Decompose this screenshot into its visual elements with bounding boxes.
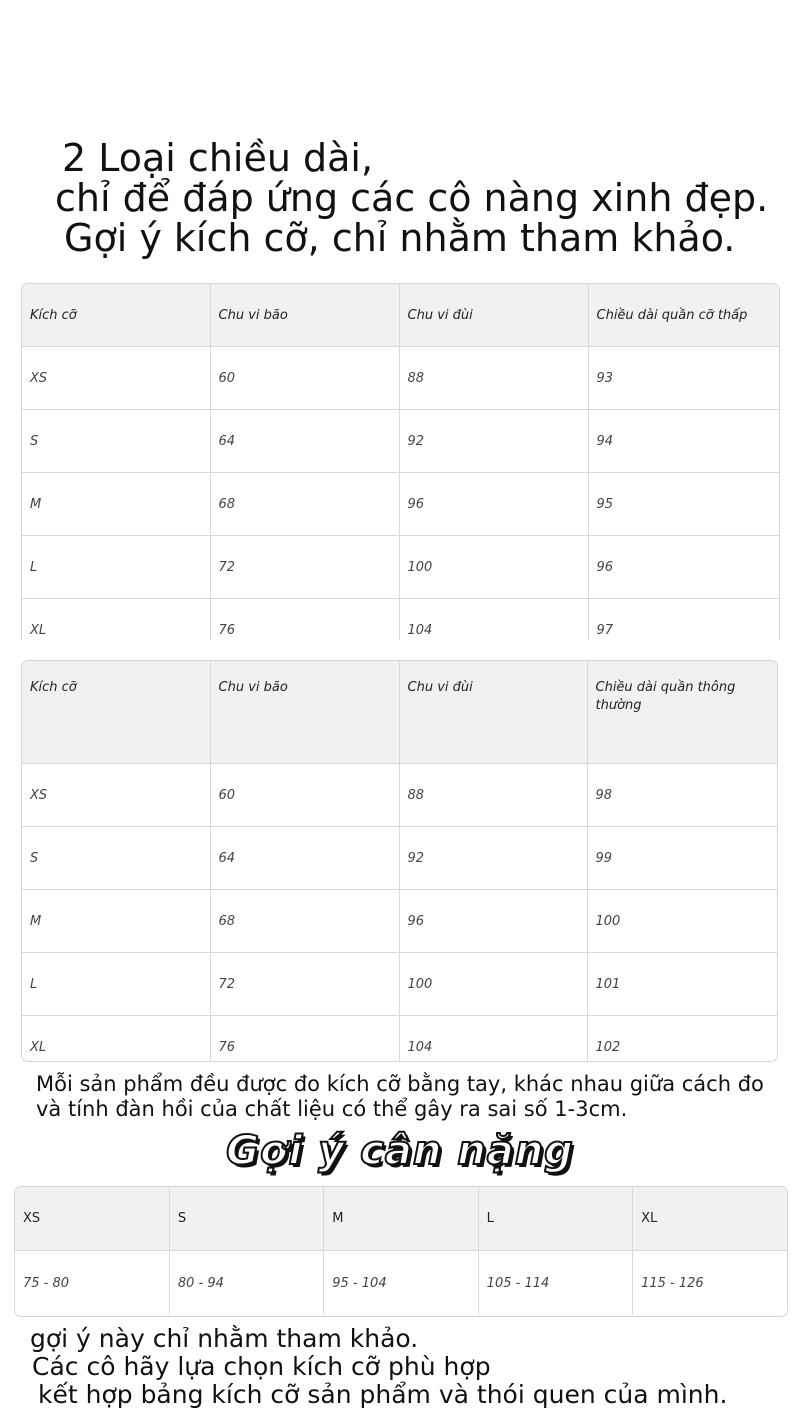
- cell-thigh: 88: [399, 764, 587, 827]
- footer-note: [30, 1325, 790, 1409]
- cell-size: XS: [22, 347, 210, 410]
- cell-size: L: [22, 953, 210, 1016]
- header-waist: Chu vi bão: [210, 284, 399, 347]
- size-table-short-length: [21, 283, 780, 640]
- table-row: [22, 599, 779, 641]
- weight-table: [14, 1186, 788, 1317]
- header-m: M: [324, 1187, 478, 1251]
- footer-line-1: gợi ý này chỉ nhằm tham khảo.: [30, 1324, 419, 1353]
- footer-line-3: kết hợp bảng kích cỡ sản phẩm và thói quen của mình.: [38, 1380, 728, 1409]
- cell-thigh: 96: [399, 890, 587, 953]
- table-row: [22, 473, 779, 536]
- header-size: Kích cỡ: [22, 661, 210, 764]
- cell-thigh: 92: [399, 410, 588, 473]
- cell-weight-xl: 115 - 126: [641, 1275, 704, 1291]
- cell-length: 94: [588, 410, 779, 473]
- headline-line-3: Gợi ý kích cỡ, chỉ nhằm tham khảo.: [64, 216, 736, 260]
- cell-waist: 76: [210, 1016, 399, 1063]
- cell-thigh: 104: [399, 599, 588, 641]
- table-row: [22, 953, 777, 1016]
- cell-thigh: 100: [399, 953, 587, 1016]
- cell-size: L: [22, 536, 210, 599]
- cell-length: 99: [587, 827, 777, 890]
- cell-waist: 64: [210, 827, 399, 890]
- cell-length: 102: [595, 1039, 621, 1055]
- cell-waist: 68: [210, 473, 399, 536]
- cell-thigh: 96: [399, 473, 588, 536]
- cell-waist: 72: [210, 536, 399, 599]
- footer-line-2: Các cô hãy lựa chọn kích cỡ phù hợp: [32, 1352, 491, 1381]
- header-s: S: [169, 1187, 323, 1251]
- cell-weight-s: 80 - 94: [169, 1251, 323, 1316]
- cell-length: 95: [588, 473, 779, 536]
- cell-length: 98: [587, 764, 777, 827]
- table-row: [22, 347, 779, 410]
- cell-waist: 64: [210, 410, 399, 473]
- cell-size: S: [22, 827, 210, 890]
- table-row: [22, 890, 777, 953]
- cell-thigh: 100: [399, 536, 588, 599]
- cell-thigh: 92: [399, 827, 587, 890]
- cell-waist: 68: [210, 890, 399, 953]
- table-row: [22, 764, 777, 827]
- table-header-row: [22, 661, 777, 764]
- cell-weight-m: 95 - 104: [324, 1251, 478, 1316]
- cell-thigh: 88: [399, 347, 588, 410]
- cell-length: 97: [588, 599, 779, 641]
- cell-weight-l: 105 - 114: [478, 1251, 632, 1316]
- header-thigh: Chu vi đùi: [399, 661, 587, 764]
- header-thigh: Chu vi đùi: [399, 284, 588, 347]
- table-row: [22, 827, 777, 890]
- weight-suggestion-title: Gợi ý cân nặng: [226, 1128, 574, 1174]
- table-row: [22, 536, 779, 599]
- table-row: [22, 1016, 777, 1063]
- header-waist: Chu vi bão: [210, 661, 399, 764]
- cell-waist: 76: [210, 599, 399, 641]
- headline-line-2: chỉ để đáp ứng các cô nàng xinh đẹp.: [55, 176, 769, 220]
- cell-size: XS: [22, 764, 210, 827]
- cell-size: M: [22, 890, 210, 953]
- cell-waist: 60: [210, 347, 399, 410]
- cell-size: S: [22, 410, 210, 473]
- cell-length: 101: [587, 953, 777, 1016]
- cell-waist: 72: [210, 953, 399, 1016]
- cell-length: 96: [588, 536, 779, 599]
- header-xl: XL: [633, 1187, 787, 1251]
- headline-line-1: 2 Loại chiều dài,: [62, 136, 374, 180]
- cell-size: XL: [22, 1016, 210, 1063]
- cell-size: XL: [22, 599, 210, 641]
- table-header-row: [22, 284, 779, 347]
- header-length: Chiều dài quần cỡ thấp: [588, 284, 779, 347]
- header-size: Kích cỡ: [22, 284, 210, 347]
- cell-weight-xs: 75 - 80: [15, 1251, 169, 1316]
- cell-thigh: 104: [399, 1016, 587, 1063]
- size-table-regular-length: [21, 660, 778, 1062]
- table-row: [22, 410, 779, 473]
- measurement-note: Mỗi sản phẩm đều được đo kích cỡ bằng tay, khác nhau giữa cách đo và tính đàn hồi của chất liệu có thể gây ra sai số 1-3cm.: [36, 1072, 764, 1121]
- header-l: L: [478, 1187, 632, 1251]
- cell-length: 93: [588, 347, 779, 410]
- cell-size: M: [22, 473, 210, 536]
- cell-length: 100: [587, 890, 777, 953]
- table-header-row: [15, 1187, 787, 1251]
- cell-waist: 60: [210, 764, 399, 827]
- header-length: Chiều dài quần thông thường: [587, 661, 777, 764]
- header-xs: XS: [15, 1187, 169, 1251]
- table-row: [15, 1251, 787, 1316]
